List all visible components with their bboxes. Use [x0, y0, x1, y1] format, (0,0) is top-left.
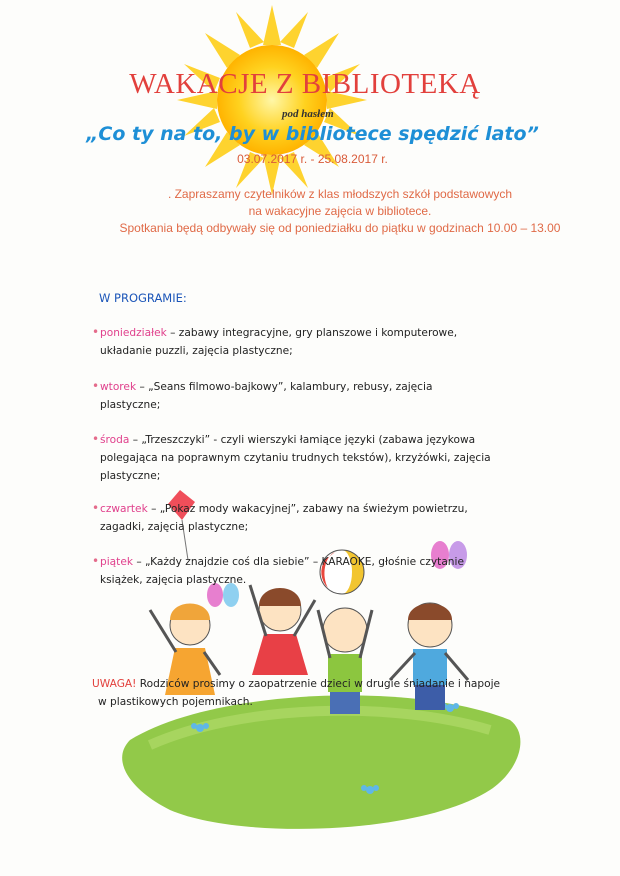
- day-description-line: układanie puzzli, zajęcia plastyczne;: [100, 345, 293, 357]
- day-name: wtorek: [100, 381, 137, 393]
- intro-text: [60, 186, 620, 237]
- day-description-line: polegająca na poprawnym czytaniu trudnych tekstów), krzyżówki, zajęcia: [100, 452, 491, 464]
- day-description: – zabawy integracyjne, gry planszowe i komputerowe,: [166, 327, 458, 339]
- bullet-icon: •: [92, 379, 100, 393]
- parents-notice: [92, 675, 562, 711]
- date-range: 03.07.2017 r. - 25.08.2017 r.: [237, 152, 388, 166]
- subtitle-small: pod hasłem: [282, 108, 334, 120]
- bullet-icon: •: [92, 501, 100, 515]
- day-name: środa: [100, 434, 130, 446]
- day-description-line: zagadki, zajęcia plastyczne;: [100, 521, 249, 533]
- program-heading: W PROGRAMIE:: [99, 291, 187, 305]
- bullet-icon: •: [92, 554, 100, 568]
- bullet-icon: •: [92, 325, 100, 339]
- warning-label: UWAGA!: [92, 678, 137, 690]
- program-item-friday: [92, 553, 600, 589]
- program-item-wednesday: [92, 431, 600, 485]
- bullet-icon: •: [92, 432, 100, 446]
- day-description: – „Seans filmowo-bajkowy”, kalambury, rebusy, zajęcia: [136, 381, 433, 393]
- day-description-line: plastyczne;: [100, 399, 161, 411]
- day-description: – „Pokaz mody wakacyjnej”, zabawy na świeżym powietrzu,: [147, 503, 468, 515]
- day-name: poniedziałek: [100, 327, 167, 339]
- girl-red-dress: [250, 585, 315, 675]
- warning-text: Rodziców prosimy o zaopatrzenie dzieci w drugie śniadanie i napoje: [136, 678, 501, 690]
- day-description: – „Każdy znajdzie coś dla siebie” – KARAOKE, głośnie czytanie: [132, 556, 464, 568]
- day-description-line: plastyczne;: [100, 470, 161, 482]
- program-item-monday: [92, 324, 600, 360]
- day-description: – „Trzeszczyki” - czyli wierszyki łamiące języki (zabawa językowa: [129, 434, 476, 446]
- page-title: WAKACJE Z BIBLIOTEKĄ: [129, 68, 481, 100]
- day-name: piątek: [100, 556, 133, 568]
- program-item-thursday: [92, 500, 600, 536]
- motto: „Co ty na to, by w bibliotece spędzić lato”: [86, 123, 539, 145]
- intro-line: na wakacyjne zajęcia w bibliotece.: [248, 204, 432, 218]
- intro-line: Spotkania będą odbywały się od poniedziałku do piątku w godzinach 10.00 – 13.00: [119, 221, 561, 235]
- day-description-line: książek, zajęcia plastyczne.: [100, 574, 247, 586]
- day-name: czwartek: [100, 503, 148, 515]
- warning-text-line: w plastikowych pojemnikach.: [98, 696, 253, 708]
- intro-line: . Zapraszamy czytelników z klas młodszych szkół podstawowych: [167, 187, 513, 201]
- program-item-tuesday: [92, 378, 600, 414]
